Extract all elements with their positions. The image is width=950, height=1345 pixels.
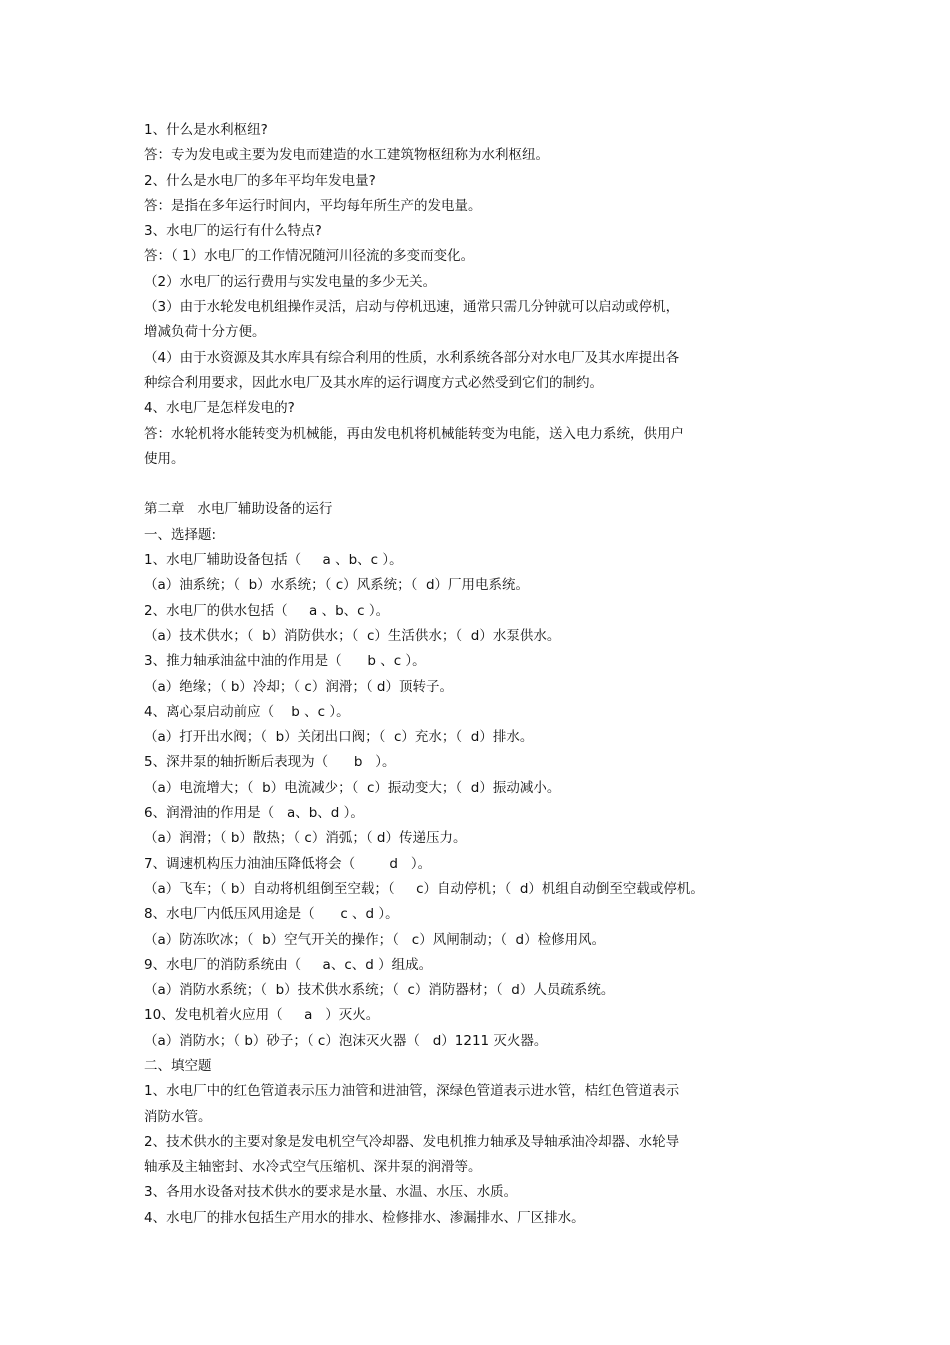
question-line: 2、水电厂的供水包括（ a 、b、c ）。 (144, 602, 390, 619)
answer-line: 答：（ 1）水电厂的工作情况随河川径流的多变而变化。 (144, 248, 475, 265)
question-line: 10、发电机着火应用（ a ）灭火。 (144, 1007, 380, 1024)
blank-spacer (144, 472, 804, 497)
fill-blank-line: 3、各用水设备对技术供水的要求是水量、水温、水压、水质。 (144, 1184, 518, 1201)
answer-line: （3）由于水轮发电机组操作灵活，启动与停机迅速，通常只需几分钟就可以启动或停机， (144, 299, 680, 316)
question-line: 6、润滑油的作用是（ a、b、d ）。 (144, 805, 364, 822)
question-line: 5、深井泵的轴折断后表现为（ b ）。 (144, 754, 396, 771)
document-page (144, 118, 804, 1231)
question-line: 8、水电厂内低压风用途是（ c 、d ）。 (144, 906, 399, 923)
options-line: （a）润滑；（ b）散热；（ c）消弧；（ d）传递压力。 (144, 830, 467, 847)
subsection-heading: 一、选择题: (144, 526, 217, 543)
answer-line: 种综合利用要求，因此水电厂及其水库的运行调度方式必然受到它们的制约。 (144, 374, 603, 391)
answer-line: 增减负荷十分方便。 (144, 324, 266, 341)
options-line: （a）防冻吹冰；（ b）空气开关的操作；（ c）风闸制动；（ d）检修用风。 (144, 931, 606, 948)
fill-blank-line: 1、水电厂中的红色管道表示压力油管和进油管，深绿色管道表示进水管，桔红色管道表示 (144, 1083, 680, 1100)
fill-blank-line: 4、水电厂的排水包括生产用水的排水、检修排水、渗漏排水、厂区排水。 (144, 1209, 585, 1226)
fill-blank-line: 消防水管。 (144, 1108, 212, 1125)
question-line: 3、推力轴承油盆中油的作用是（ b 、c ）。 (144, 653, 426, 670)
answer-line: 使用。 (144, 450, 185, 467)
fill-blank-line: 轴承及主轴密封、水冷式空气压缩机、深井泵的润滑等。 (144, 1159, 482, 1176)
section-chapter-two (144, 497, 804, 1231)
section-chapter-one-qa (144, 118, 804, 472)
options-line: （a）绝缘；（ b）冷却；（ c）润滑；（ d）顶转子。 (144, 678, 453, 695)
answer-line: （4）由于水资源及其水库具有综合利用的性质，水利系统各部分对水电厂及其水库提出各 (144, 349, 680, 366)
question-line: 7、调速机构压力油油压降低将会（ d ）。 (144, 855, 432, 872)
options-line: （a）消防水；（ b）砂子；（ c）泡沫灭火器（ d）1211 灭火器。 (144, 1032, 548, 1049)
options-line: （a）打开出水阀；（ b）关闭出口阀；（ c）充水；（ d）排水。 (144, 729, 534, 746)
options-line: （a）油系统；（ b）水系统；（ c）风系统；（ d）厂用电系统。 (144, 577, 530, 594)
question-line: 2、什么是水电厂的多年平均年发电量? (144, 172, 376, 189)
options-line: （a）消防水系统；（ b）技术供水系统；（ c）消防器材；（ d）人员疏系统。 (144, 982, 615, 999)
chapter-heading: 第二章 水电厂辅助设备的运行 (144, 501, 333, 518)
question-line: 1、水电厂辅助设备包括（ a 、b、c ）。 (144, 552, 403, 569)
answer-line: 答：是指在多年运行时间内，平均每年所生产的发电量。 (144, 197, 482, 214)
answer-line: 答：专为发电或主要为发电而建造的水工建筑物枢纽称为水利枢纽。 (144, 147, 549, 164)
fill-blank-line: 2、技术供水的主要对象是发电机空气冷却器、发电机推力轴承及导轴承油冷却器、水轮导 (144, 1133, 680, 1150)
answer-line: （2）水电厂的运行费用与实发电量的多少无关。 (144, 273, 437, 290)
question-line: 4、水电厂是怎样发电的? (144, 400, 295, 417)
subsection-heading: 二、填空题 (144, 1057, 212, 1074)
options-line: （a）技术供水；（ b）消防供水；（ c）生活供水；（ d）水泵供水。 (144, 627, 561, 644)
question-line: 3、水电厂的运行有什么特点? (144, 223, 322, 240)
options-line: （a）电流增大；（ b）电流减少；（ c）振动变大；（ d）振动减小。 (144, 779, 561, 796)
question-line: 9、水电厂的消防系统由（ a、c、d ）组成。 (144, 956, 433, 973)
question-line: 1、什么是水利枢纽? (144, 122, 268, 138)
options-line: （a）飞车；（ b）自动将机组倒至空载；（ c）自动停机；（ d）机组自动倒至空载或停机。 (144, 880, 704, 897)
answer-line: 答：水轮机将水能转变为机械能，再由发电机将机械能转变为电能，送入电力系统，供用户 (144, 425, 684, 442)
question-line: 4、离心泵启动前应（ b 、c ）。 (144, 703, 350, 720)
